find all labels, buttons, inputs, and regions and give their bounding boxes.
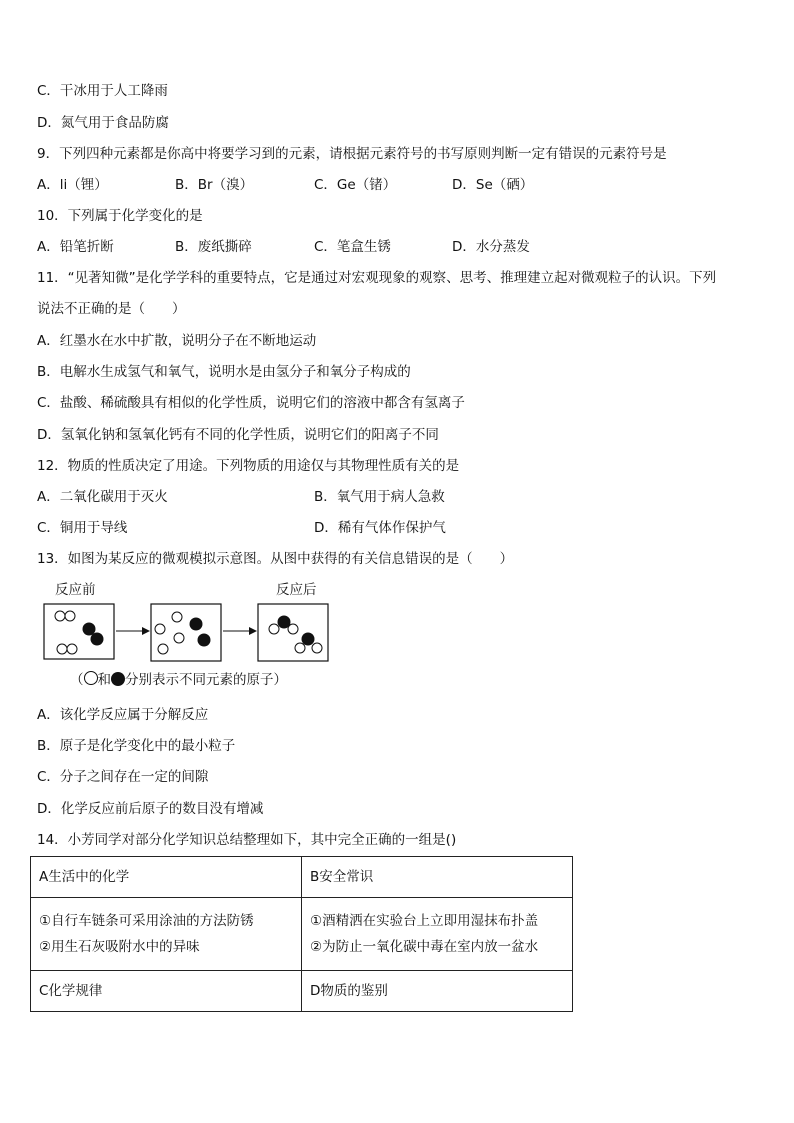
- box-before: [44, 604, 114, 659]
- question-14: 14．小芳同学对部分化学知识总结整理如下，其中完全正确的一组是(): [37, 832, 457, 848]
- question-11-line-2: 说法不正确的是（ ）: [37, 301, 186, 317]
- after-label: 反应后: [276, 582, 317, 598]
- q12-option-d: D．稀有气体作保护气: [314, 520, 446, 536]
- q9-option-b: B．Br（溴）: [175, 177, 254, 193]
- q10-option-c: C．笔盒生锈: [314, 239, 391, 255]
- black-atom: [198, 634, 211, 647]
- before-label: 反应前: [55, 582, 96, 598]
- q11-option-d: D．氢氧化钠和氢氧化钙有不同的化学性质，说明它们的阳离子不同: [37, 427, 439, 443]
- black-atom-icon: [111, 672, 125, 686]
- knowledge-table: [30, 856, 573, 1012]
- line-d-nitrogen: D．氮气用于食品防腐: [37, 115, 169, 131]
- white-atom: [57, 644, 67, 654]
- q12-option-b: B．氧气用于病人急救: [314, 489, 445, 505]
- white-atom: [155, 624, 165, 634]
- question-11-line-1: 11．“见著知微”是化学学科的重要特点，它是通过对宏观现象的观察、思考、推理建立起对微观粒子的认识。下列: [37, 270, 717, 286]
- q13-option-d: D．化学反应前后原子的数目没有增减: [37, 801, 264, 817]
- q13-option-c: C．分子之间存在一定的间隙: [37, 769, 209, 785]
- white-atom: [288, 624, 298, 634]
- q12-option-c: C．铜用于导线: [37, 520, 128, 536]
- legend-suffix: 分别表示不同元素的原子）: [125, 672, 287, 688]
- legend-prefix: （: [70, 672, 84, 688]
- white-atom: [312, 643, 322, 653]
- black-atom: [190, 618, 203, 631]
- legend: [70, 670, 287, 690]
- black-atom: [302, 633, 315, 646]
- q9-option-d: D．Se（硒）: [452, 177, 534, 193]
- white-atom: [67, 644, 77, 654]
- white-atom: [174, 633, 184, 643]
- a-item-1: ①自行车链条可采用涂油的方法防锈: [39, 913, 254, 929]
- a-item-2: ②用生石灰吸附水中的异味: [39, 939, 200, 955]
- cell-d-title: D物质的鉴别: [302, 971, 573, 1012]
- white-atom: [65, 611, 75, 621]
- white-atom: [55, 611, 65, 621]
- q11-option-c: C．盐酸、稀硫酸具有相似的化学性质，说明它们的溶液中都含有氢离子: [37, 395, 465, 411]
- cell-b-items: [302, 898, 573, 971]
- b-item-2: ②为防止一氧化碳中毒在室内放一盆水: [310, 939, 539, 955]
- black-atom: [91, 633, 104, 646]
- q9-option-c: C．Ge（锗）: [314, 177, 397, 193]
- q13-option-b: B．原子是化学变化中的最小粒子: [37, 738, 236, 754]
- white-atom-icon: [84, 671, 98, 685]
- question-12: 12．物质的性质决定了用途。下列物质的用途仅与其物理性质有关的是: [37, 458, 460, 474]
- q10-option-d: D．水分蒸发: [452, 239, 530, 255]
- question-10: 10．下列属于化学变化的是: [37, 208, 203, 224]
- white-atom: [295, 643, 305, 653]
- q11-option-a: A．红墨水在水中扩散，说明分子在不断地运动: [37, 333, 317, 349]
- cell-a-items: [31, 898, 302, 971]
- q12-option-a: A．二氧化碳用于灭火: [37, 489, 168, 505]
- question-13: 13．如图为某反应的微观模拟示意图。从图中获得的有关信息错误的是（ ）: [37, 551, 514, 567]
- cell-c-title: C化学规律: [31, 971, 302, 1012]
- white-atom: [269, 624, 279, 634]
- q13-option-a: A．该化学反应属于分解反应: [37, 707, 209, 723]
- b-item-1: ①酒精洒在实验台上立即用湿抹布扑盖: [310, 913, 539, 929]
- reaction-diagram: [0, 574, 400, 698]
- line-c-dry-ice: C．干冰用于人工降雨: [37, 83, 168, 99]
- cell-b-title: B安全常识: [302, 857, 573, 898]
- white-atom: [172, 612, 182, 622]
- cell-a-title: A生活中的化学: [31, 857, 302, 898]
- q10-option-a: A．铅笔折断: [37, 239, 114, 255]
- q9-option-a: A．li（锂）: [37, 177, 108, 193]
- legend-mid: 和: [97, 672, 111, 688]
- q11-option-b: B．电解水生成氢气和氧气，说明水是由氢分子和氧分子构成的: [37, 364, 411, 380]
- white-atom: [158, 644, 168, 654]
- question-9: 9．下列四种元素都是你高中将要学习到的元素，请根据元素符号的书写原则判断一定有错误的元素符号是: [37, 146, 667, 162]
- q10-option-b: B．废纸撕碎: [175, 239, 252, 255]
